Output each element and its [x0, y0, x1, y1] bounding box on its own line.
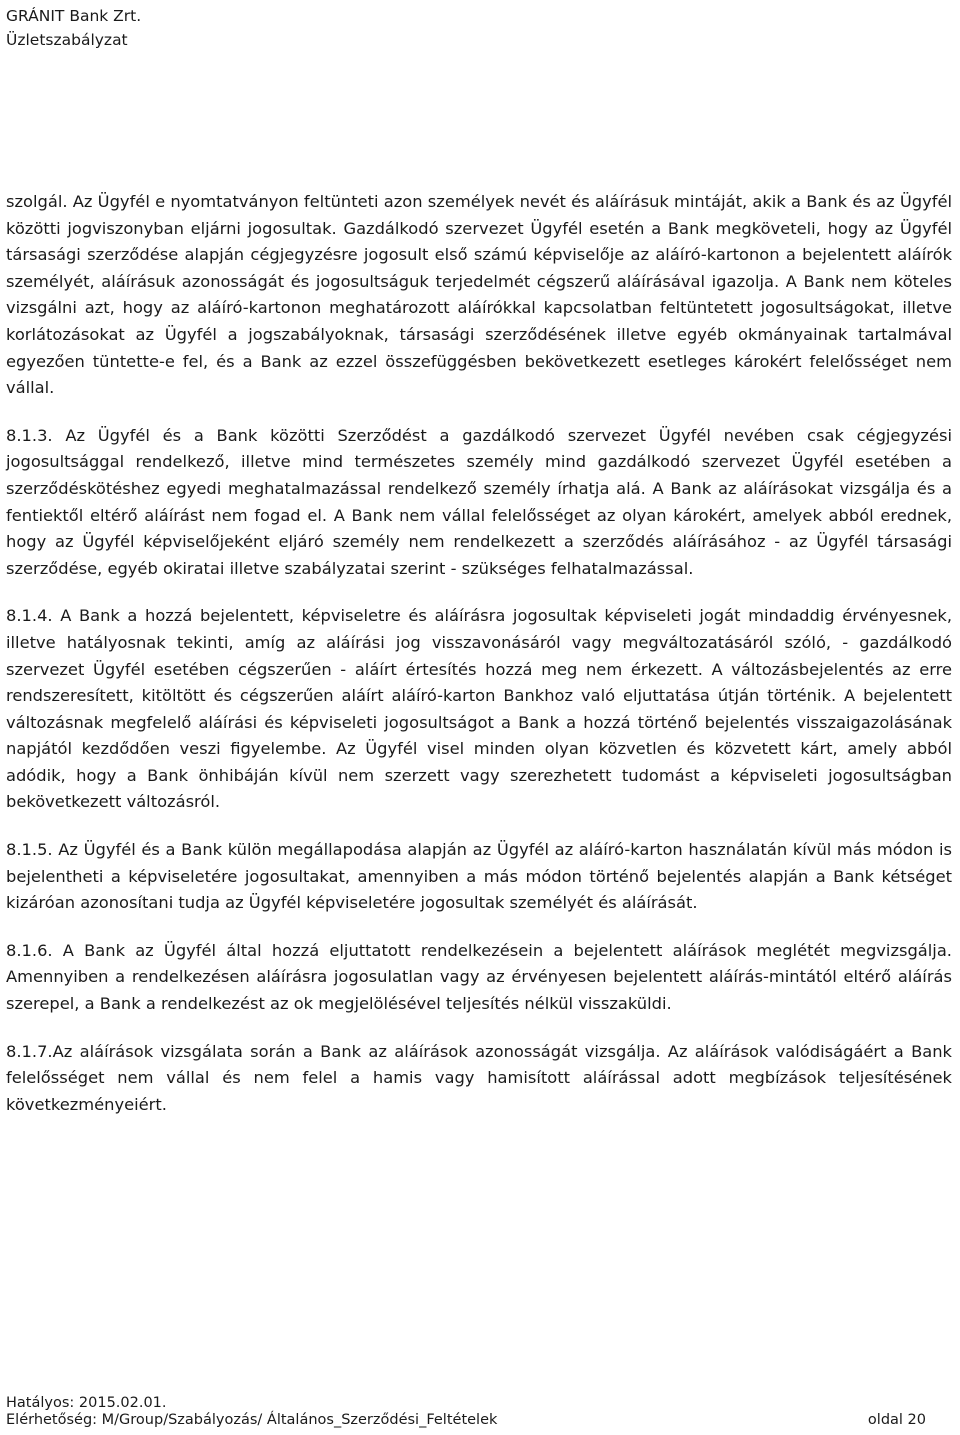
footer-effective-date: Hatályos: 2015.02.01.: [6, 1395, 167, 1411]
paragraph-continuation: szolgál. Az Ügyfél e nyomtatványon feltünteti azon személyek nevét és aláírásuk mintáját, akik a Bank és az Ügyfél közötti jogviszonyban eljárni jogosultak. Gazdálkodó szervezet Ügyfél esetén a Bank megköveteli, hogy az Ügyfél társasági szerződése alapján cégjegyzésre jogosult első számú képviselője az aláíró-kartonon a bejelentett aláírók személyét, aláírásuk azonosságát és jogosultságuk terjedelmét cégszerű aláírásával igazolja. A Bank nem köteles vizsgálni azt, hogy az aláíró-kartonon meghatározott aláírókkal kapcsolatban feltüntetett jogosultságokat, illetve korlátozásokat az Ügyfél a jogszabályoknak, társasági szerződésének illetve egyéb okmányainak tartalmával egyezően tüntette-e fel, és a Bank az ezzel összefüggésben bekövetkezett esetleges károkért felelősséget nem vállal.: [6, 192, 952, 398]
paragraph-8-1-3: 8.1.3. Az Ügyfél és a Bank közötti Szerződést a gazdálkodó szervezet Ügyfél nevében csak cégjegyzési jogosultsággal rendelkező, illetve mind természetes személy mind gazdálkodó szervezet Ügyfél esetében a szerződéskötéshez egyedi meghatalmazással rendelkező személy írhatja alá. A Bank az aláírásokat vizsgálja és a fentiektől eltérő aláírást nem fogad el. A Bank nem vállal felelősséget az olyan károkért, amelyek abból erednek, hogy az Ügyfél képviselőjeként eljáró személy nem rendelkezett a szerződés aláírásához - az Ügyfél társasági szerződése, egyéb okiratai illetve szabályzatai szerint - szükséges felhatalmazással.: [6, 425, 952, 578]
footer-page-number: oldal 20: [867, 1412, 926, 1428]
header-company: GRÁNIT Bank Zrt.: [6, 7, 142, 25]
page-header: [6, 4, 141, 52]
paragraph-8-1-6: 8.1.6. A Bank az Ügyfél által hozzá eljuttatott rendelkezésein a bejelentett aláírások meglétét megvizsgálja. Amennyiben a rendelkezésen aláírásra jogosulatlan vagy az érvényesen bejelentett aláírás-mintától eltérő aláírás szerepel, a Bank a rendelkezést az ok megjelölésével teljesítés nélkül visszaküldi.: [6, 940, 952, 1014]
page-footer: [6, 1395, 926, 1429]
paragraph-8-1-4: 8.1.4. A Bank a hozzá bejelentett, képviseletre és aláírásra jogosultak képviseleti jogát mindaddig érvényesnek, illetve hatályosnak tekinti, amíg az aláírási jog visszavonásáról vagy megváltozatásáról szóló, - gazdálkodó szervezet Ügyfél esetében cégszerűen - aláírt értesítés hozzá meg nem érkezett. A változásbejelentés az erre rendszeresített, kitöltött és cégszerűen aláírt aláíró-karton Bankhoz való eljuttatása útján történik. A bejelentett változásnak megfelelő aláírási és képviseleti jogosultságot a Bank a hozzá történő bejelentés visszaigazolásának napjától kezdődően veszi figyelembe. Az Ügyfél visel minden olyan közvetlen és közvetett kárt, amely abból adódik, hogy a Bank önhibáján kívül nem szerzett vagy szerezhetett tudomást a képviseleti jogosultságban bekövetkezett változásról.: [6, 606, 952, 812]
footer-location: Elérhetőség: M/Group/Szabályozás/ Általános_Szerződési_Feltételek: [6, 1412, 498, 1428]
paragraph-8-1-7: 8.1.7.Az aláírások vizsgálata során a Bank az aláírások azonosságát vizsgálja. Az aláírások valódiságáért a Bank felelősséget nem vállal és nem felel a hamis vagy hamisított aláírással adott megbízások teljesítésének következményeiért.: [6, 1041, 952, 1114]
document-body: [6, 189, 952, 1139]
paragraph-8-1-5: 8.1.5. Az Ügyfél és a Bank külön megállapodása alapján az Ügyfél az aláíró-karton használatán kívül más módon is bejelentheti a képviseletére jogosultakat, amennyiben a más módon történő bejelentés alapján a Bank kétséget kizáróan azonosítani tudja az Ügyfél képviseletére jogosultak személyét és aláírását.: [6, 840, 952, 913]
header-document-title: Üzletszabályzat: [6, 31, 128, 49]
footer-row: [6, 1412, 926, 1429]
